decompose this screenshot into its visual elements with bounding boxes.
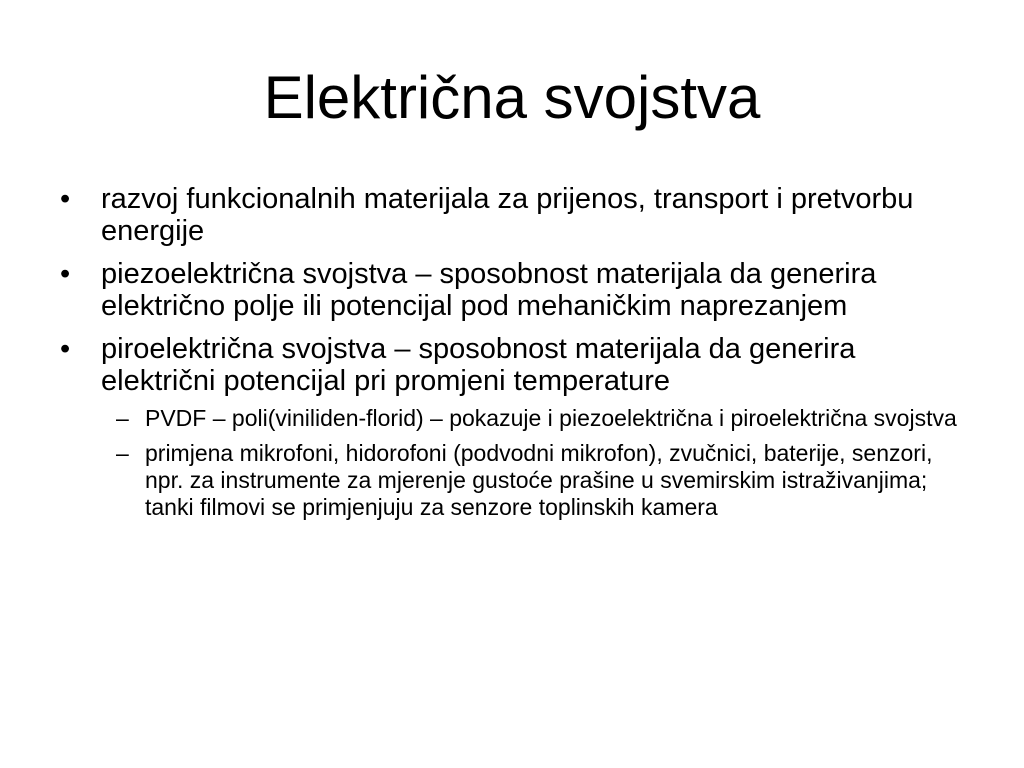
sub-bullet-item xyxy=(60,405,960,432)
sub-bullet-list xyxy=(60,405,960,521)
bullet-item xyxy=(60,258,960,322)
bullet-text: piezoelektrična svojstva – sposobnost materijala da generira električno polje ili potencijal pod mehaničkim naprezanjem xyxy=(101,258,877,322)
sub-bullet-text: primjena mikrofoni, hidorofoni (podvodni mikrofon), zvučnici, baterije, senzori, npr. za instrumente za mjerenje gustoće prašine u svemirskim istraživanjima; tanki filmovi se primjenjuju za senzore toplinskih kamera xyxy=(145,440,933,520)
bullet-dot-icon: • xyxy=(60,183,71,215)
sub-bullet-dash-icon: – xyxy=(116,440,129,466)
sub-bullet-text: PVDF – poli(viniliden-florid) – pokazuje i piezoelektrična i piroelektrična svojstva xyxy=(145,405,957,431)
sub-bullet-dash-icon: – xyxy=(116,405,129,431)
bullet-dot-icon: • xyxy=(60,333,71,365)
bullet-item xyxy=(60,183,960,247)
bullet-list xyxy=(60,183,960,532)
sub-bullet-item xyxy=(60,440,960,521)
bullet-text: razvoj funkcionalnih materijala za prijenos, transport i pretvorbu energije xyxy=(101,183,914,247)
bullet-dot-icon: • xyxy=(60,258,71,290)
slide-title: Električna svojstva xyxy=(263,64,761,131)
bullet-item xyxy=(60,333,960,521)
bullet-text: piroelektrična svojstva – sposobnost materijala da generira električni potencijal pri promjeni temperature xyxy=(101,333,856,397)
